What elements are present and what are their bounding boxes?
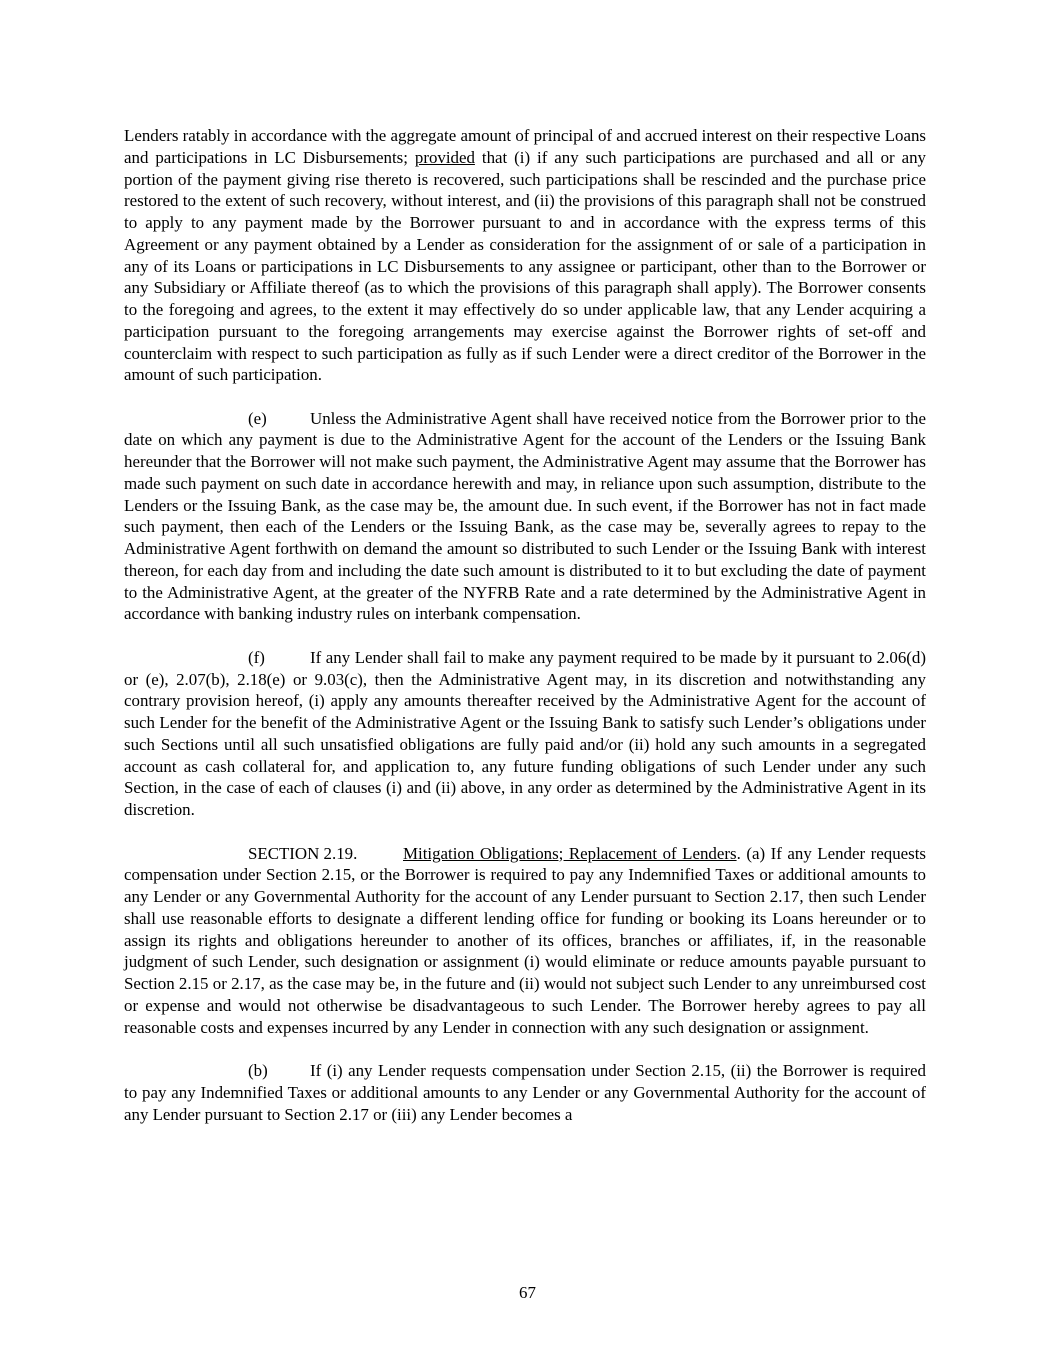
paragraph-d-text-start: Lenders ratably in accordance with the aggregate amount of principal of and accrued interest on their respective Loans and participations in LC Disbursements; (124, 126, 926, 167)
provided-term: provided (414, 147, 475, 167)
paragraph-f-label: (f) (248, 647, 265, 667)
paragraph-e-text: Unless the Administrative Agent shall have received notice from the Borrower prior to the date on which any payment is due to the Administrative Agent for the account of the Lenders or the Issuing Bank hereunder that the Borrower will not make such payment, the Administrative Agent may assume that the Borrower has made such payment on such date in accordance herewith and may, in reliance upon such assumption, distribute to the Lenders or the Issuing Bank, as the case may be, the amount due. In such event, if the Borrower has not in fact made such payment, then each of the Lenders or the Issuing Bank, as the case may be, severally agrees to repay to the Administrative Agent forthwith on demand the amount so distributed to such Lender or the Issuing Bank with interest thereon, for each day from and including the date such amount is distributed to it to but excluding the date of payment to the Administrative Agent, at the greater of the NYFRB Rate and a rate determined by the Administrative Agent in accordance with banking industry rules on interbank compensation. (124, 408, 926, 624)
section-2-19-label: SECTION 2.19. (248, 843, 358, 863)
paragraph-e (124, 408, 926, 626)
paragraph-f (124, 647, 926, 821)
paragraph-e-label: (e) (248, 408, 267, 428)
paragraph-b (124, 1060, 926, 1125)
paragraph-f-text: If any Lender shall fail to make any payment required to be made by it pursuant to 2.06(d) or (e), 2.07(b), 2.18(e) or 9.03(c), then the Administrative Agent may, in its discretion and notwithstanding any contrary provision hereof, (i) apply any amounts thereafter received by the Administrative Agent for the account of such Lender for the benefit of the Administrative Agent or the Issuing Bank to satisfy such Lender’s obligations under such Sections until all such unsatisfied obligations are fully paid and/or (ii) hold any such amounts in a segregated account as cash collateral for, and application to, any future funding obligations of such Lender under any such Section, in the case of each of clauses (i) and (ii) above, in any order as determined by the Administrative Agent in its discretion. (124, 647, 926, 820)
section-2-19 (124, 843, 926, 1039)
document-body (124, 125, 926, 1147)
page-number: 67 (519, 1283, 536, 1302)
paragraph-d-continuation (124, 125, 926, 386)
section-2-19-title: Mitigation Obligations; Replacement of Lenders (403, 843, 737, 863)
paragraph-b-text: If (i) any Lender requests compensation under Section 2.15, (ii) the Borrower is required to pay any Indemnified Taxes or additional amounts to any Lender or any Governmental Authority for the account of any Lender pursuant to Section 2.17 or (iii) any Lender becomes a (124, 1061, 926, 1124)
section-2-19-text: . (a) If any Lender requests compensation under Section 2.15, or the Borrower is required to pay any Indemnified Taxes or additional amounts to any Lender or any Governmental Authority for the account of any Lender pursuant to Section 2.17, then such Lender shall use reasonable efforts to designate a different lending office for funding or booking its Loans hereunder or to assign its rights and obligations hereunder to another of its offices, branches or affiliates, if, in the reasonable judgment of such Lender, such designation or assignment (i) would eliminate or reduce amounts payable pursuant to Section 2.15 or 2.17, as the case may be, in the future and (ii) would not subject such Lender to any unreimbursed cost or expense and would not otherwise be disadvantageous to such Lender. The Borrower hereby agrees to pay all reasonable costs and expenses incurred by any Lender in connection with any such designation or assignment. (124, 843, 926, 1037)
paragraph-b-label: (b) (248, 1061, 268, 1080)
paragraph-d-text-end: that (i) if any such participations are purchased and all or any portion of the payment giving rise thereto is recovered, such participations shall be rescinded and the purchase price restored to the extent of such recovery, without interest, and (ii) the provisions of this paragraph shall not be construed to apply to any payment made by the Borrower pursuant to and in accordance with the express terms of this Agreement or any payment obtained by a Lender as consideration for the assignment of or sale of a participation in any of its Loans or participations in LC Disbursements to any assignee or participant, other than to the Borrower or any Subsidiary or Affiliate thereof (as to which the provisions of this paragraph shall apply). The Borrower consents to the foregoing and agrees, to the extent it may effectively do so under applicable law, that any Lender acquiring a participation pursuant to the foregoing arrangements may exercise against the Borrower rights of set-off and counterclaim with respect to such participation as fully as if such Lender were a direct creditor of the Borrower in the amount of such participation. (124, 147, 926, 385)
